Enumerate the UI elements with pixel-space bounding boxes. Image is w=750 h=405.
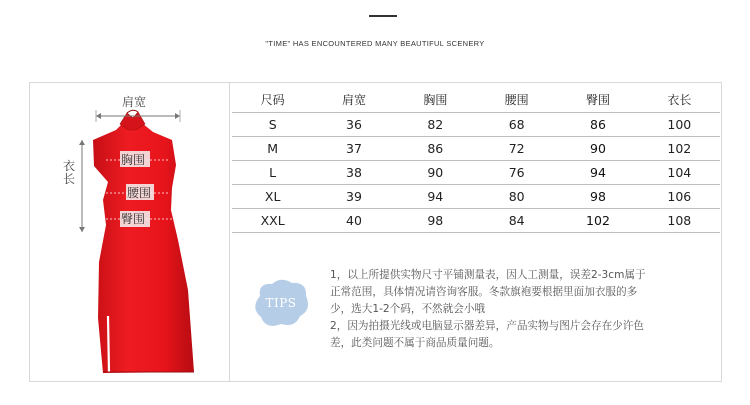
cell-shoulder: 36 bbox=[313, 113, 394, 137]
note-line: 正常范围，具体情况请咨询客服。冬款旗袍要根据里面加衣服的多 bbox=[330, 286, 638, 298]
cell-waist: 80 bbox=[476, 185, 557, 209]
note-line: 1，以上所提供实物尺寸平铺测量表，因人工测量，误差2-3cm属于 bbox=[330, 269, 646, 281]
cell-hip: 94 bbox=[557, 161, 638, 185]
cell-waist: 84 bbox=[476, 209, 557, 233]
note-line: 少，选大1-2个码，不然就会小哦 bbox=[330, 303, 486, 315]
tips-badge-label: TIPS bbox=[265, 296, 297, 310]
shoulder-width-label: 肩宽 bbox=[122, 95, 147, 109]
cell-waist: 76 bbox=[476, 161, 557, 185]
table-row bbox=[232, 209, 720, 233]
cell-bust: 98 bbox=[395, 209, 476, 233]
bust-label: 胸围 bbox=[121, 153, 146, 167]
size-table-header-row bbox=[232, 86, 720, 113]
cell-shoulder: 40 bbox=[313, 209, 394, 233]
hip-label: 臀围 bbox=[121, 212, 146, 226]
cell-shoulder: 39 bbox=[313, 185, 394, 209]
cell-size: XXL bbox=[232, 209, 313, 233]
header-shoulder: 肩宽 bbox=[313, 86, 394, 113]
size-notes bbox=[330, 267, 700, 352]
garment-length-label: 衣长 bbox=[63, 159, 76, 186]
cell-size: L bbox=[232, 161, 313, 185]
cell-shoulder: 37 bbox=[313, 137, 394, 161]
size-table bbox=[232, 86, 720, 233]
note-line: 差，此类问题不属于商品质量问题。 bbox=[330, 337, 500, 349]
header-hip: 臀围 bbox=[557, 86, 638, 113]
cell-hip: 102 bbox=[557, 209, 638, 233]
slogan-heading: "TIME" HAS ENCOUNTERED MANY BEAUTIFUL SCENERY bbox=[265, 39, 485, 48]
waist-label: 腰围 bbox=[127, 186, 152, 200]
cell-bust: 94 bbox=[395, 185, 476, 209]
cell-size: XL bbox=[232, 185, 313, 209]
header-bust: 胸围 bbox=[395, 86, 476, 113]
cell-hip: 98 bbox=[557, 185, 638, 209]
cell-size: M bbox=[232, 137, 313, 161]
cell-bust: 86 bbox=[395, 137, 476, 161]
cell-size: S bbox=[232, 113, 313, 137]
table-row bbox=[232, 161, 720, 185]
note-line: 2，因为拍摄光线或电脑显示器差异，产品实物与图片会存在少许色 bbox=[330, 320, 644, 332]
header-waist: 腰围 bbox=[476, 86, 557, 113]
cell-length: 104 bbox=[639, 161, 720, 185]
table-row bbox=[232, 137, 720, 161]
cell-length: 100 bbox=[639, 113, 720, 137]
cell-bust: 90 bbox=[395, 161, 476, 185]
cell-bust: 82 bbox=[395, 113, 476, 137]
table-row bbox=[232, 185, 720, 209]
header-size: 尺码 bbox=[232, 86, 313, 113]
cell-waist: 68 bbox=[476, 113, 557, 137]
cell-length: 102 bbox=[639, 137, 720, 161]
cell-hip: 86 bbox=[557, 113, 638, 137]
cell-length: 108 bbox=[639, 209, 720, 233]
cell-waist: 72 bbox=[476, 137, 557, 161]
cell-length: 106 bbox=[639, 185, 720, 209]
cell-shoulder: 38 bbox=[313, 161, 394, 185]
header-length: 衣长 bbox=[639, 86, 720, 113]
cell-hip: 90 bbox=[557, 137, 638, 161]
table-row bbox=[232, 113, 720, 137]
